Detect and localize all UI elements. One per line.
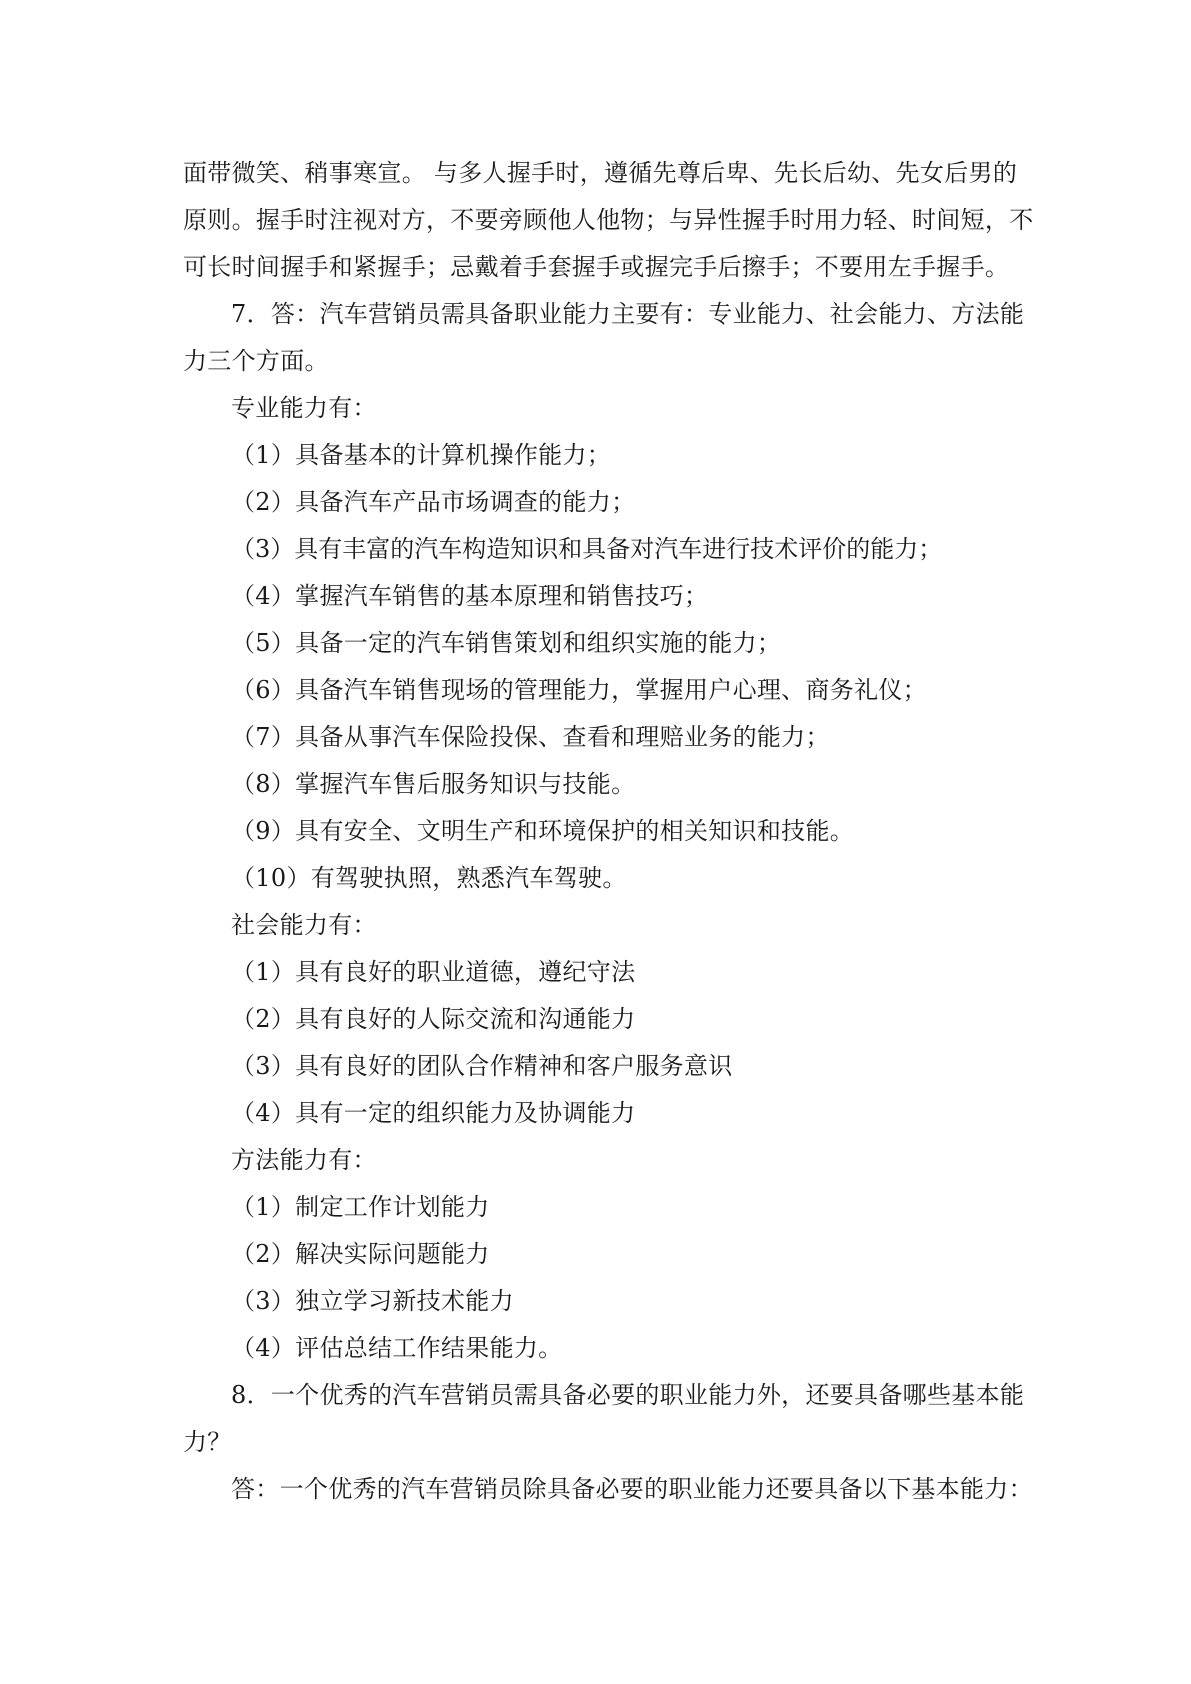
answer-7-line: 7．答：汽车营销员需具备职业能力主要有：专业能力、社会能力、方法能: [231, 300, 1025, 328]
document-page: [183, 150, 1034, 1513]
list-item: （1）具有良好的职业道德，遵纪守法: [231, 958, 636, 986]
list-item: （2）具有良好的人际交流和沟通能力: [231, 1005, 636, 1033]
list-item: （1）制定工作计划能力: [231, 1193, 490, 1221]
list-item: （3）独立学习新技术能力: [231, 1287, 514, 1315]
list-item: （4）具有一定的组织能力及协调能力: [231, 1099, 636, 1127]
paragraph-line: 力？: [183, 1428, 232, 1456]
list-item: （8）掌握汽车售后服务知识与技能。: [231, 770, 636, 798]
paragraph-line: 可长时间握手和紧握手；忌戴着手套握手或握完手后擦手；不要用左手握手。: [183, 253, 1010, 281]
list-item: （2）解决实际问题能力: [231, 1240, 490, 1268]
question-8-line: 8．一个优秀的汽车营销员需具备必要的职业能力外，还要具备哪些基本能: [231, 1381, 1025, 1409]
list-item: （1）具备基本的计算机操作能力；: [231, 441, 612, 469]
paragraph-line: 面带微笑、稍事寒宣。 与多人握手时，遵循先尊后卑、先长后幼、先女后男的: [183, 159, 1018, 187]
list-item: （6）具备汽车销售现场的管理能力，掌握用户心理、商务礼仪；: [231, 676, 927, 704]
paragraph-line: 原则。握手时注视对方，不要旁顾他人他物；与异性握手时用力轻、时间短，不: [183, 206, 1034, 234]
list-item: （3）具有良好的团队合作精神和客户服务意识: [231, 1052, 733, 1080]
answer-8-line: 答：一个优秀的汽车营销员除具备必要的职业能力还要具备以下基本能力：: [231, 1475, 1033, 1503]
list-item: （10）有驾驶执照，熟悉汽车驾驶。: [231, 864, 627, 892]
list-item: （4）掌握汽车销售的基本原理和销售技巧；: [231, 582, 709, 610]
section-heading-social: 社会能力有：: [231, 911, 377, 939]
list-item: （7）具备从事汽车保险投保、查看和理赔业务的能力；: [231, 723, 830, 751]
list-item: （9）具有安全、文明生产和环境保护的相关知识和技能。: [231, 817, 855, 845]
section-heading-professional: 专业能力有：: [231, 394, 377, 422]
paragraph-line: 力三个方面。: [183, 347, 329, 375]
list-item: （2）具备汽车产品市场调查的能力；: [231, 488, 636, 516]
section-heading-method: 方法能力有：: [231, 1146, 377, 1174]
list-item: （5）具备一定的汽车销售策划和组织实施的能力；: [231, 629, 782, 657]
list-item: （4）评估总结工作结果能力。: [231, 1334, 563, 1362]
list-item: （3）具有丰富的汽车构造知识和具备对汽车进行技术评价的能力；: [231, 535, 943, 563]
